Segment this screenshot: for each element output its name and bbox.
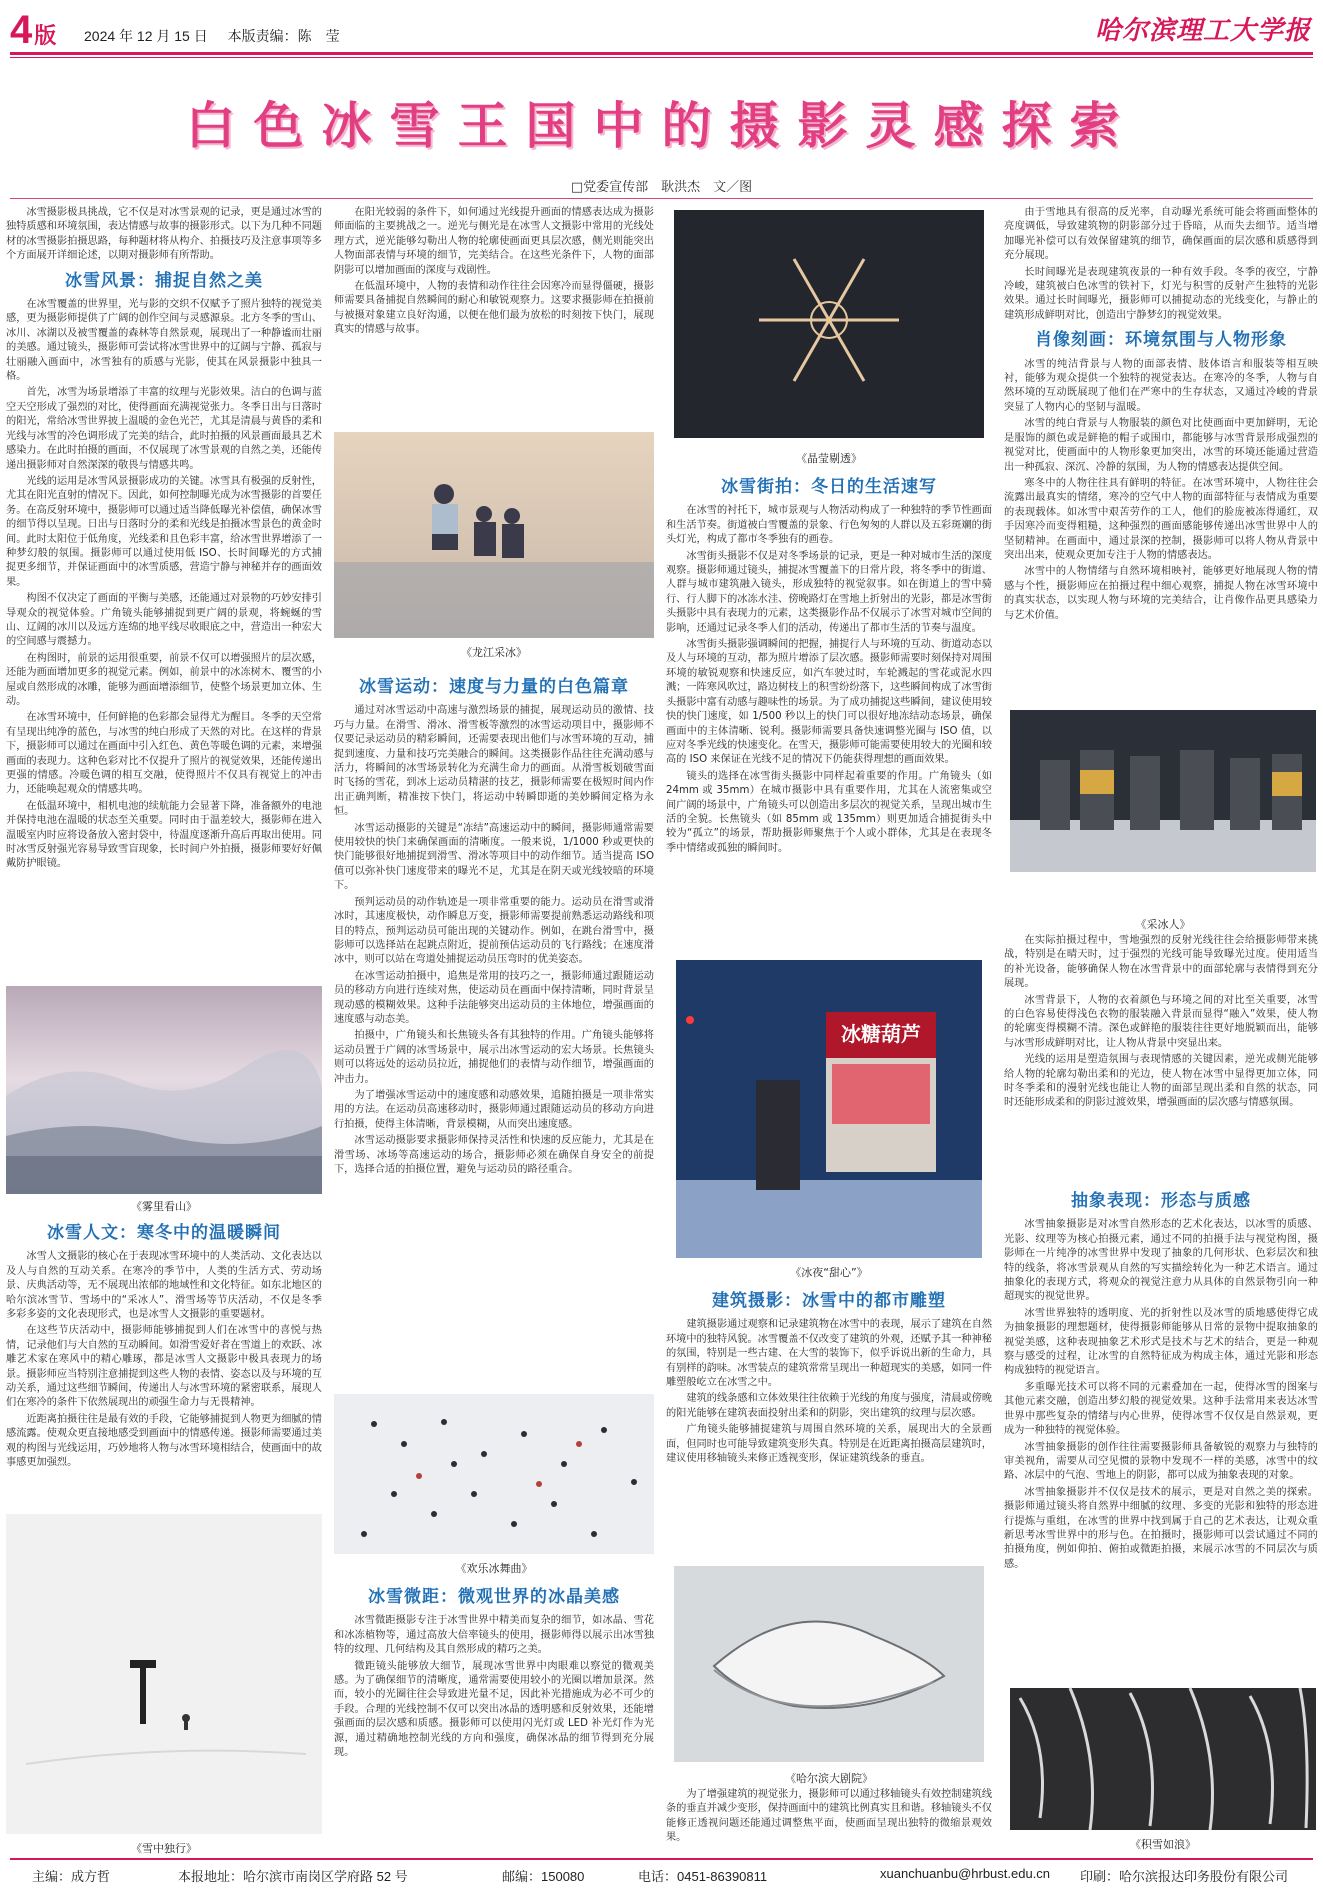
paragraph: 在冰雪覆盖的世界里，光与影的交织不仅赋予了照片独特的视觉美感，更为摄影师提供了广阔的创作空间与灵感源泉。北方冬季的雪山、冰川、冰湖以及被雪覆盖的森林等自然景观，展现出了一种静谧而壮丽的美感。通过镜头，摄影师可尝试将冰雪世界中的辽阔与宁静、孤寂与壮丽融入画面中，冰雪独有的质感与光影，使其在风景摄影中独具一格。	[6, 299, 322, 383]
caption-snowflake: 《晶莹剔透》	[796, 452, 862, 465]
caption-ice-dance: 《欢乐冰舞曲》	[455, 1562, 533, 1575]
footer	[10, 1858, 1313, 1886]
masthead-rule-thin	[10, 57, 1313, 58]
footer-phone: 电话：0451-86390811	[638, 1869, 768, 1884]
paragraph: 多重曝光技术可以将不同的元素叠加在一起，使得冰雪的图案与其他元素交融，创造出梦幻般的视觉效果。这种手法常用来表达冰雪世界中那些复杂的情绪与内心世界，使得冰雪不仅仅是自然景观，更成为一种独特的视觉体验。	[1004, 1381, 1318, 1437]
column-1	[6, 206, 322, 870]
paragraph: 光线的运用是塑造氛围与表现情感的关键因素，逆光或侧光能够给人物的轮廓勾勒出柔和的光边，使人物在冰雪中显得更加立体，同时冬季柔和的漫射光线也能让人物的面部呈现出柔和自然的状态，同时还能形成柔和的阴影过渡效果，增强画面的层次感与情感氛围。	[1004, 1054, 1318, 1109]
paragraph: 建筑的线条感和立体效果往往依赖于光线的角度与强度，清晨或傍晚的阳光能够在建筑表面投射出柔和的阴影，突出建筑的纹理与层次感。	[666, 1393, 993, 1419]
column-2-middle	[334, 670, 654, 1360]
paragraph: 冰雪人文摄影的核心在于表现冰雪环境中的人类活动、文化表达以及人与自然的互动关系。在寒冷的季节中，人类的生活方式、劳动场景、庆典活动等，无不展现出浓郁的地域性和文化特征。如东北地区的哈尔滨冰雪节、雪场中的“采冰人”、滑雪场等节庆活动，不仅是冬季多彩多姿的文化表现形式，也是冰雪人文摄影的重要题材。	[6, 1251, 322, 1321]
column-2	[334, 206, 654, 426]
footer-chief-editor: 主编：成方哲	[32, 1869, 111, 1884]
paragraph: 在这些节庆活动中，摄影师能够捕捉到人们在冰雪中的喜悦与热情，记录他们与大自然的互动瞬间。如滑雪爱好者在雪道上的欢跃、冰雕艺术家在寒风中的精心雕琢，都是冰雪人文摄影中极具表现力的场景。摄影师应当特别注意捕捉到这些人物的表情、姿态以及与环境的互动关系，通过这些细节瞬间，传递出人与冰雪环境的紧密联系，展现人们在寒冷的条件下依然展现出的顽强生命力与无畏精神。	[6, 1325, 322, 1409]
section-title-portrait: 肖像刻画：环境氛围与人物形象	[1035, 330, 1287, 351]
photo-walking-in-snow	[6, 1514, 322, 1834]
candy-stall-sign: 冰糖葫芦	[841, 1022, 921, 1046]
masthead	[0, 0, 1323, 56]
section-title-architecture: 建筑摄影：冰雪中的都市雕塑	[712, 1291, 946, 1311]
column-4	[1004, 206, 1318, 696]
column-3-bottom	[666, 1788, 992, 1852]
intro-paragraph: 冰雪摄影极具挑战，它不仅是对冰雪景观的记录，更是通过冰雪的独特质感和环境氛围，表达情感与故事的摄影形式。以下为几种不同题材的冰雪摄影拍摄思路，每种题材将从构介、拍摄技巧及注意事项等多个方面展开详细论述，以期对摄影师有所帮助。	[6, 207, 322, 262]
paragraph: 在低温环境中，相机电池的续航能力会显著下降，准备额外的电池并保持电池在温暖的状态至关重要。同时由于温差较大，摄影师在进入温暖室内时应将设备放入密封袋中，待温度逐渐升高后再取出使用。同时冰雪反射强光容易导致雪盲现象，长时间户外拍摄，摄影师要好好佩戴防护眼镜。	[6, 800, 322, 870]
footer-address: 本报地址：哈尔滨市南岗区学府路 52 号	[178, 1869, 408, 1884]
footer-printer: 印刷：哈尔滨报达印务股份有限公司	[1080, 1869, 1289, 1884]
paragraph: 冰雪中的人物情绪与自然环境相映衬，能够更好地展现人物的情感与个性，摄影师应在拍摄过程中细心观察，捕捉人物在冰雪环境中的真实状态，以实现人物与环境的完美结合，让肖像作品更具感染力与艺术价值。	[1004, 566, 1318, 621]
photo-snow-waves	[1010, 1688, 1316, 1830]
paragraph: 预判运动员的动作轨迹是一项非常重要的能力。运动员在滑雪或滑冰时，其速度极快，动作瞬息万变，摄影师需要提前熟悉运动路线和项目的特点，预判运动员可能出现的关键动作。例如，在跳台滑雪中，摄影师可以选择站在起跳点附近，提前预估运动员的飞行路线；在速度滑冰中，则可以站在弯道处捕捉运动员压弯时的优美姿态。	[334, 896, 654, 966]
column-3-lower	[666, 1284, 992, 1574]
section-title-abstract: 抽象表现：形态与质感	[1071, 1191, 1251, 1211]
paragraph: 为了增强建筑的视觉张力，摄影师可以通过移轴镜头有效控制建筑线条的垂直并减少变形，保持画面中的建筑比例真实且和谐。移轴镜头不仅能修正透视问题还能通过调整焦平面，使画面呈现出独特的微缩景观效果。	[666, 1789, 993, 1844]
paragraph: 镜头的选择在冰雪街头摄影中同样起着重要的作用。广角镜头（如 24mm 或 35mm）在城市摄影中具有重要作用，尤其在人流密集或空间广阔的场景中，广角镜头可以创造出多层次的视觉关系，呈现出城市生活的全貌。长焦镜头（如 85mm 或 135mm）则更加适合捕捉街头中较为“孤立”的场景，帮助摄影师聚焦于个人或小群体，尤其是在表现冬季中情绪或孤独的瞬间时。	[666, 770, 992, 854]
paragraph: 冰雪运动摄影的关键是“冻结”高速运动中的瞬间，摄影师通常需要使用较快的快门来确保画面的清晰度。一般来说，1/1000 秒或更快的快门能够很好地捕捉到滑雪、滑冰等项目中的动作细节。适当提高 ISO 值可以弥补快门速度带来的曝光不足，尤其是在阴天或光线较暗的环境下。	[334, 822, 654, 892]
paragraph: 在冰雪运动拍摄中，追焦是常用的技巧之一，摄影师通过跟随运动员的移动方向进行连续对焦，使运动员在画面中保持清晰，同时背景呈现动感的模糊效果。这种手法能够突出运动员的主体地位，增强画面的速度感与动态美。	[334, 970, 654, 1025]
section-title-landscape: 冰雪风景：捕捉自然之美	[65, 270, 263, 291]
paragraph: 在阳光较弱的条件下，如何通过光线提升画面的情感表达成为摄影师面临的主要挑战之一。逆光与侧光是在冰雪人文摄影中常用的光线处理方式，逆光能够勾勒出人物的轮廓使画面更具层次感，侧光则能突出人物面部表情与环境的细节，完美结合。在这些光条件下，人物的面部阴影可以增加画面的深度与戏剧性。	[334, 207, 654, 276]
photo-ice-dance	[334, 1394, 654, 1554]
caption-winter-night-sweets: 《冰夜“甜心”》	[790, 1266, 868, 1279]
paragraph: 冰雪抽象摄影的创作往往需要摄影师具备敏锐的观察力与独特的审美视角，需要从司空见惯的景物中发现不一样的美感，冰雪中的纹路、冰层中的气泡、雪地上的阴影，都可以成为抽象表现的对象。	[1004, 1441, 1318, 1482]
caption-walking-in-snow: 《雪中独行》	[131, 1842, 197, 1855]
paragraph: 构图不仅决定了画面的平衡与美感，还能通过对景物的巧妙安排引导观众的视觉体验。广角镜头能够捕捉到更广阔的景观，将蜿蜒的雪山、辽阔的冰川以及远方连绵的地平线尽收眼底之中，营造出一种宏大的空间感与震撼力。	[6, 593, 322, 648]
photo-harbin-grand-theatre	[674, 1566, 984, 1762]
column-4-middle	[1004, 934, 1318, 1184]
photo-ice-harvesting	[334, 432, 654, 638]
paragraph: 在实际拍摄过程中，雪地强烈的反射光线往往会给摄影师带来挑战，特别是在晴天时，过于强烈的光线可能导致曝光过度。使用适当的补光设备，能够确保人物在冰雪背景中的面部轮廓与表情得到充分展现。	[1004, 935, 1318, 990]
paragraph: 近距离拍摄往往是最有效的手段，它能够捕捉到人物更为细腻的情感流露。使观众更直接地感受到画面中的情感传递。摄影师需要通过美观的构图与光线运用，巧妙地将人物与冰雪环境相结合，使画面中的故事感更加强烈。	[6, 1413, 322, 1469]
photo-misty-mountain	[6, 986, 322, 1194]
paragraph: 建筑摄影通过观察和记录建筑物在冰雪中的表现，展示了建筑在自然环境中的独特风貌。冰雪覆盖不仅改变了建筑的外观，还赋予其一种神秘的氛围，特别是一些古建、在大雪的装饰下，似乎诉说出新的生命力，具有别样的韵味。冰雪装点的建筑常常呈现出一种超现实的美感，如同一件雕塑般屹立在冰雪之中。	[666, 1319, 993, 1389]
section-title-sports: 冰雪运动：速度与力量的白色篇章	[359, 677, 629, 697]
paragraph: 冰雪微距摄影专注于冰雪世界中精美而复杂的细节，如冰晶、雪花和冰冻植物等，通过高放大倍率镜头的使用，摄影师得以展示出冰雪独特的纹理、几何结构及其自然形成的精巧之美。	[334, 1615, 654, 1656]
paragraph: 在冰雪的衬托下，城市景观与人物活动构成了一种独特的季节性画面和生活节奏。街道被白雪覆盖的景象、行色匆匆的人群以及五彩斑斓的街头灯光，构成了都市冬季独有的画卷。	[666, 505, 993, 546]
caption-snow-waves: 《积雪如浪》	[1130, 1838, 1196, 1851]
photo-snowflake	[674, 210, 984, 438]
paragraph: 冰雪的纯白背景与人物服装的颜色对比使画面中更加鲜明，无论是服饰的颜色或是鲜艳的帽子或围巾，都能够与冰雪背景形成强烈的视觉对比，使画面中的人物形象更加突出，冰雪的环境还能通过营造出一种孤寂、深沉、冷静的氛围，为人物的情感表达提供空间。	[1004, 418, 1318, 473]
paragraph: 长时间曝光是表现建筑夜景的一种有效手段。冬季的夜空，宁静冷峻，建筑被白色冰雪的铁衬下，灯光与积雪的反射产生独特的光影效果。通过长时间曝光，摄影师可以捕捉动态的光线变化，与静止的建筑形成鲜明对比，创造出宁静梦幻的视觉效果。	[1004, 266, 1318, 321]
byline: □党委宣传部 耿洪杰 文／图	[570, 180, 753, 195]
page-editor: 本版责编：陈 莹	[227, 28, 340, 44]
paragraph: 冰雪抽象摄影并不仅仅是技术的展示，更是对自然之美的探索。摄影师通过镜头将自然界中细腻的纹理、多变的光影和独特的形态进行提炼与重组，在冰雪的世界中找到属于自己的艺术表达，让观众重新思考冰雪世界中的形与色。在拍摄时，摄影师可以尝试通过不同的拍摄角度，例如仰拍、俯拍或微距拍摄，来展示冰雪的不同层次与质感。	[1004, 1486, 1318, 1570]
paragraph: 为了增强冰雪运动中的速度感和动感效果，追随拍摄是一项非常实用的方法。在运动员高速移动时，摄影师通过跟随运动员的移动方向进行拍摄，使得主体清晰，背景模糊，从而突出速度感。	[334, 1089, 654, 1130]
paragraph: 冰雪街头摄影不仅是对冬季场景的记录，更是一种对城市生活的深度观察。摄影师通过镜头，捕捉冰雪覆盖下的日常片段，将冬季中的街道、人群与城市建筑融入镜头，形成独特的视觉叙事。如在街道上的雪中骑行、行人脚下的冰冻水洼、傍晚路灯在雪地上折射出的光影，都是冰雪街头摄影中具有表现力的元素，这类摄影作品不仅展示了冰雪对城市空间的影响，还通过记录冬季人们的活动，传递出了都市生活的节奏与温度。	[666, 550, 993, 634]
column-1-lower	[6, 1216, 322, 1506]
paragraph: 光线的运用是冰雪风景摄影成功的关键。冰雪具有极强的反射性，尤其在阳光直射的情况下。因此，如何控制曝光成为冰雪摄影的首要任务。在高反射环境中，摄影师可以通过适当降低曝光补偿值，确保冰雪的细节得以呈现。日出与日落时分的柔和光线是拍摄冰雪景色的黄金时间。此时太阳位于低角度，光线柔和且色彩丰富，给冰雪世界增添了一种梦幻般的氛围。摄影师可以通过使用低 ISO、长时间曝光的方式捕捉更多细节，并保证画面中的冰雪质感，营造宁静与神秘并存的画面效果。	[6, 475, 322, 588]
paragraph: 广角镜头能够捕捉建筑与周围自然环境的关系，展现出大的全景画面，但同时也可能导致建筑变形失真。特别是在近距离拍摄高层建筑时，建议使用移轴镜头来修正透视变形，保证建筑线条的垂直。	[666, 1424, 992, 1465]
paragraph: 在构图时，前景的运用很重要，前景不仅可以增强照片的层次感，还能为画面增加更多的视觉元素。例如，前景中的冰冻树木、覆雪的小屋或自然形成的冰雕，能够为画面增添细节，使整个场景更加立体、生动。	[6, 652, 322, 707]
section-title-humanity: 冰雪人文：寒冬中的温暖瞬间	[47, 1223, 281, 1243]
column-4-lower	[1004, 1184, 1318, 1654]
paragraph: 冰雪的纯洁背景与人物的面部表情、肢体语言和服装等相互映衬，能够为观众提供一个独特的视觉表达。在寒冷的冬季，人物与自然环境的互动既展现了他们在严寒中的生存状态，又通过冷峻的背景突显了人物内心的坚韧与温暖。	[1004, 358, 1318, 413]
caption-harbin-grand-theatre: 《哈尔滨大剧院》	[785, 1772, 873, 1785]
page-number: 4版	[10, 8, 57, 52]
issue-meta	[84, 26, 356, 46]
caption-misty-mountain: 《雾里看山》	[131, 1200, 197, 1213]
caption-ice-harvesting: 《龙江采冰》	[461, 646, 527, 659]
paragraph: 冰雪街头摄影强调瞬间的把握，捕捉行人与环境的互动、街道动态以及人与环境的互动，都为照片增添了层次感。摄影师需要时刻保持对周围环境的敏锐观察和快速反应，如汽车驶过时，车轮溅起的雪花或泥水四溅；一阵寒风吹过，路边树枝上的积雪纷纷落下，这些瞬间构成了冰雪街头摄影中富有动感与趣味性的场景。为了成功捕捉这些瞬间，建议使用较快的快门速度，如 1/500 秒以上的快门可以很好地冻结动态场景，确保画面中的主体清晰、锐利。摄影师需要具备快速调整光圈与 ISO 值，以应对冬季光线的快速变化。在雪天，摄影师可能需要使用较大的光圈和较高的 ISO 来保证在光线不足的情况下仍能获得理想的画面效果。	[666, 639, 993, 766]
caption-ice-harvesters: 《采冰人》	[1135, 918, 1191, 931]
masthead-rule	[10, 52, 1313, 55]
paragraph: 拍摄中，广角镜头和长焦镜头各有其独特的作用。广角镜头能够将运动员置于广阔的冰雪场景中，展示出冰雪运动的宏大场景。长焦镜头则可以将远处的运动员拉近，捕捉他们的表情与动作细节，增强画面的冲击力。	[334, 1030, 654, 1085]
section-title-street: 冰雪街拍：冬日的生活速写	[721, 477, 937, 497]
paragraph: 首先，冰雪为场景增添了丰富的纹理与光影效果。洁白的色调与蓝空天空形成了强烈的对比，使得画面充满视觉张力。冬季日出与日落时的阳光，常给冰雪世界披上温暖的金色光芒，尤其是清晨与黄昏的柔和光线与冰雪的冷色调形成了完美的结合，此时拍摄的风景画面最具艺术感染力。在此时拍摄的画面，不仅展现了冰雪景观的自然之美，还能传递出摄影师对自然深深的敬畏与情感共鸣。	[6, 387, 322, 471]
issue-date: 2024 年 12 月 15 日	[84, 28, 208, 44]
footer-postcode: 邮编：150080	[502, 1869, 585, 1884]
column-3	[666, 470, 992, 960]
paragraph: 冰雪背景下，人物的衣着颜色与环境之间的对比至关重要，冰雪的白色容易使得浅色衣物的服装融入背景而显得“融入”效果，使人物的轮廓变得模糊不清。深色或鲜艳的服装往往更好地脱颖而出，能够与冰雪形成鲜明对比，让人物从背景中突显出来。	[1004, 994, 1318, 1049]
paragraph: 由于雪地具有很高的反光率，自动曝光系统可能会将画面整体的亮度调低，导致建筑物的阴影部分过于昏暗，从而失去细节。适当增加曝光补偿可以有效保留建筑的细节，确保画面的层次感和质感得到充分展现。	[1004, 207, 1318, 262]
column-2-lower	[334, 1580, 654, 1850]
paragraph: 冰雪抽象摄影是对冰雪自然形态的艺术化表达，以冰雪的质感、光影、纹理等为核心拍摄元素，通过不同的拍摄手法与视觉构图，摄影师在一片纯净的冰雪世界中发现了抽象的几何形状、色彩层次和独特的线条，将冰雪景观从自然的写实描绘转化为一种艺术语言。通过抽象化的表现方式，将观众的视觉注意力从具体的自然景物引向一种超现实的视觉世界。	[1004, 1219, 1318, 1303]
footer-email: xuanchuanbu@hrbust.edu.cn	[880, 1866, 1051, 1881]
page-headline: 白色冰雪王国中的摄影灵感探索	[185, 96, 1138, 155]
paragraph: 在冰雪环境中，任何鲜艳的色彩都会显得尤为醒目。冬季的天空常有呈现出纯净的蓝色，与冰雪的纯白形成了天然的对比。在这样的背景下，摄影师可以通过在画面中引入红色、黄色等暖色调的元素，来增强画面的表现力。这种色彩对比不仅提升了照片的视觉效果，还能传递出更强的情感。冷暖色调的相互交融，使得照片不仅具有视觉上的冲击力，还能唤起观众的情感共鸣。	[6, 712, 322, 796]
headline-rule	[10, 198, 1313, 199]
paragraph: 寒冬中的人物往往具有鲜明的特征。在冰雪环境中，人物往往会流露出最真实的情绪，寒冷的空气中人物的面部特征与表情成为重要的表现载体。如冰雪中艰苦劳作的工人，他们的脸庞被冻得通红，双手因寒冷而变得粗糙，这种强烈的画面感能够传递出冰雪世界中人的坚韧精神。在画面中，通过景深的控制，摄影师可以将人物从背景中突出出来，使观众更加专注于人物的情感表达。	[1004, 477, 1318, 561]
photo-winter-night-sweets	[676, 960, 982, 1258]
photo-ice-harvesters	[1010, 710, 1316, 872]
paragraph: 微距镜头能够放大细节，展现冰雪世界中肉眼难以察觉的微观美感。为了确保细节的清晰度，通常需要使用较小的光圈以增加景深。然而，较小的光圈往往会导致进光量不足，因此补光措施成为必不可少的手段。合理的光线控制不仅可以突出冰晶的透明感和反射效果，还能增强画面的层次感和质感。摄影师可以使用闪光灯或 LED 补光灯作为光源，通过精确地控制光线的方向和强度，确保冰晶的细节得到充分展现。	[334, 1660, 654, 1759]
paragraph: 冰雪世界独特的透明度、光的折射性以及冰雪的质地感使得它成为抽象摄影的理想题材，使得摄影师能够从日常的景物中提取抽象的视觉美感，这种表现抽象艺术形式是技术与艺术的结合，更是一种观察与感受的过程，让冰雪的自然特征成为构成主体，通过光影和形态构成独特的视觉语言。	[1004, 1307, 1318, 1377]
paper-name: 哈尔滨理工大学报	[1094, 16, 1311, 46]
paragraph: 在低温环境中，人物的表情和动作往往会因寒冷而显得僵硬，摄影师需要具备捕捉自然瞬间的耐心和敏锐观察力。这要求摄影师在拍摄前与被摄对象建立良好沟通，以便在他们最为放松的时刻按下快门，展现真实的情感与故事。	[334, 281, 654, 336]
paragraph: 冰雪运动摄影要求摄影师保持灵活性和快速的反应能力，尤其是在滑雪场、冰场等高速运动的场合，摄影师必须在确保自身安全的前提下，选择合适的拍摄位置，避免与运动员的路径重合。	[334, 1135, 654, 1175]
section-title-macro: 冰雪微距：微观世界的冰晶美感	[368, 1587, 620, 1607]
paragraph: 通过对冰雪运动中高速与激烈场景的捕捉，展现运动员的激情、技巧与力量。在滑雪、滑冰、滑雪板等激烈的冰雪运动项目中，摄影师不仅要记录运动员的精彩瞬间，还需要表现出他们与冰雪环境的互动，捕捉到速度、力量和技巧完美融合的瞬间。这类摄影作品往往充满动感与活力，将瞬间的冰雪场景转化为充满生命力的画面。从滑雪板划破雪面时飞扬的雪花，到冰上运动员精湛的技艺，摄影师需要在极短时间内作出正确判断，精准按下快门，将运动中转瞬即逝的美妙瞬间定格为永恒。	[334, 705, 654, 818]
